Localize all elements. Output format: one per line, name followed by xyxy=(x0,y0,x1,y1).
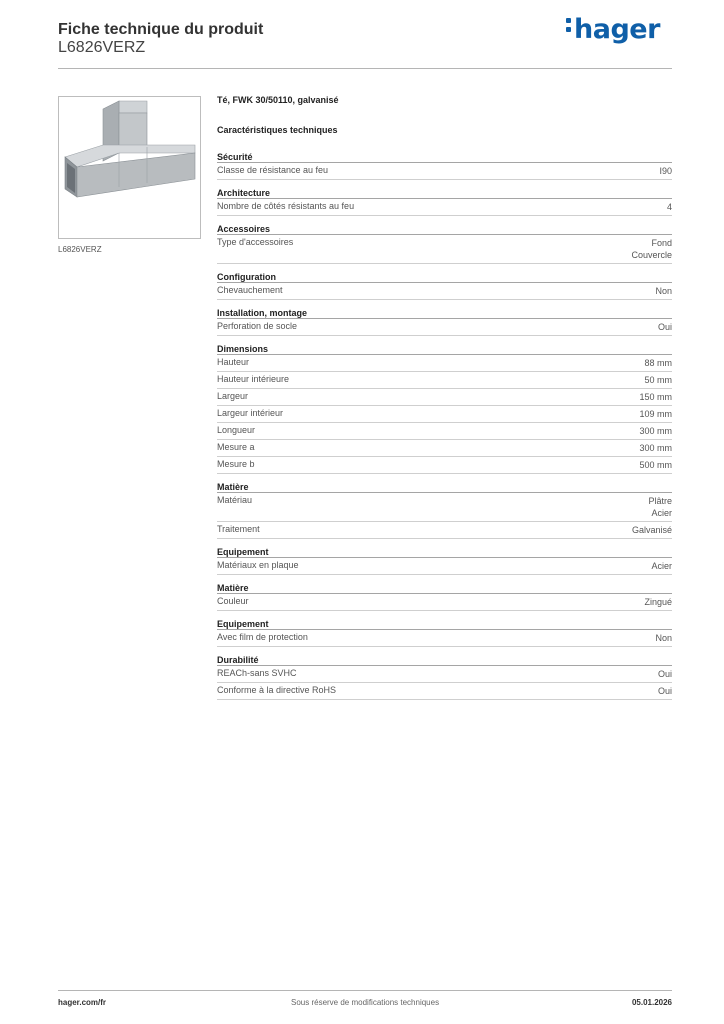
spec-value xyxy=(632,524,672,536)
spec-row xyxy=(217,457,672,474)
section-title: Equipement xyxy=(217,547,672,558)
spec-value xyxy=(631,237,672,261)
spec-label: Conforme à la directive RoHS xyxy=(217,685,337,695)
spec-label: Nombre de côtés résistants au feu xyxy=(217,201,355,211)
spec-row xyxy=(217,389,672,406)
spec-label: Hauteur intérieure xyxy=(217,374,290,384)
spec-row xyxy=(217,199,672,216)
spec-row xyxy=(217,440,672,457)
spec-value-line: 88 mm xyxy=(644,358,672,368)
spec-section xyxy=(217,308,672,336)
spec-section xyxy=(217,224,672,264)
spec-row xyxy=(217,558,672,575)
spec-value-line: Non xyxy=(655,286,672,296)
spec-section xyxy=(217,583,672,611)
spec-row xyxy=(217,630,672,647)
logo-dots-icon xyxy=(566,14,572,36)
spec-value xyxy=(644,357,672,369)
footer-date: 05.01.2026 xyxy=(631,998,672,1007)
spec-value-line: Zingué xyxy=(644,597,672,607)
spec-value xyxy=(644,596,672,608)
spec-value xyxy=(639,391,672,403)
spec-row xyxy=(217,423,672,440)
spec-value-line: Galvanisé xyxy=(631,525,672,535)
spec-value-line: 300 mm xyxy=(639,443,672,453)
section-title: Accessoires xyxy=(217,224,672,235)
spec-label: Type d'accessoires xyxy=(217,237,294,247)
spec-value xyxy=(658,668,672,680)
spec-value xyxy=(639,408,672,420)
product-code: L6826VERZ xyxy=(58,39,146,56)
hager-logo xyxy=(566,14,660,45)
specs-heading: Caractéristiques techniques xyxy=(217,125,338,135)
section-title: Matière xyxy=(217,482,672,493)
spec-value xyxy=(648,495,672,519)
spec-value-line: Couvercle xyxy=(631,250,672,260)
spec-value-line: I90 xyxy=(659,166,672,176)
product-image xyxy=(58,96,201,239)
spec-value xyxy=(639,425,672,437)
spec-value-line: Fond xyxy=(651,238,672,248)
spec-label: Largeur intérieur xyxy=(217,408,284,418)
spec-value-line: Oui xyxy=(657,686,672,696)
spec-value xyxy=(651,560,672,572)
spec-value-line: Non xyxy=(655,633,672,643)
spec-label: Perforation de socle xyxy=(217,321,298,331)
spec-value-line: Acier xyxy=(651,508,672,518)
spec-section xyxy=(217,188,672,216)
spec-row xyxy=(217,594,672,611)
spec-value xyxy=(639,459,672,471)
spec-row xyxy=(217,372,672,389)
tee-duct-illustration xyxy=(59,97,200,238)
spec-value-line: Oui xyxy=(657,669,672,679)
spec-label: REACh-sans SVHC xyxy=(217,668,297,678)
spec-value-line: 109 mm xyxy=(639,409,672,419)
spec-value-line: 500 mm xyxy=(639,460,672,470)
spec-value-line: 50 mm xyxy=(644,375,672,385)
spec-value xyxy=(659,165,672,177)
spec-section xyxy=(217,152,672,180)
spec-label: Traitement xyxy=(217,524,260,534)
section-title: Durabilité xyxy=(217,655,672,666)
spec-value-line: 150 mm xyxy=(639,392,672,402)
section-title: Architecture xyxy=(217,188,672,199)
spec-section xyxy=(217,344,672,474)
spec-value-line: 4 xyxy=(666,202,672,212)
spec-value xyxy=(667,201,672,213)
spec-label: Classe de résistance au feu xyxy=(217,165,329,175)
spec-sections xyxy=(217,152,672,700)
section-title: Matière xyxy=(217,583,672,594)
spec-label: Matériaux en plaque xyxy=(217,560,299,570)
spec-label: Mesure a xyxy=(217,442,255,452)
spec-label: Couleur xyxy=(217,596,249,606)
page-title: Fiche technique du produit xyxy=(58,21,264,38)
spec-label: Hauteur xyxy=(217,357,250,367)
spec-section xyxy=(217,655,672,700)
spec-section xyxy=(217,619,672,647)
spec-label: Matériau xyxy=(217,495,253,505)
spec-row xyxy=(217,666,672,683)
spec-value xyxy=(639,442,672,454)
image-caption: L6826VERZ xyxy=(58,245,102,254)
spec-label: Chevauchement xyxy=(217,285,283,295)
spec-value-line: Plâtre xyxy=(648,496,672,506)
spec-row xyxy=(217,163,672,180)
spec-section xyxy=(217,272,672,300)
spec-value-line: Oui xyxy=(657,322,672,332)
product-name: Té, FWK 30/50110, galvanisé xyxy=(217,95,339,105)
section-title: Dimensions xyxy=(217,344,672,355)
section-title: Installation, montage xyxy=(217,308,672,319)
spec-value xyxy=(644,374,672,386)
spec-section xyxy=(217,482,672,539)
footer-website-link[interactable]: hager.com/fr xyxy=(58,998,107,1007)
spec-value xyxy=(658,685,672,697)
spec-value xyxy=(658,321,672,333)
spec-section xyxy=(217,547,672,575)
section-title: Configuration xyxy=(217,272,672,283)
spec-row xyxy=(217,235,672,264)
spec-label: Largeur xyxy=(217,391,249,401)
spec-label: Mesure b xyxy=(217,459,255,469)
spec-label: Avec film de protection xyxy=(217,632,308,642)
spec-row xyxy=(217,522,672,539)
logo-text: hager xyxy=(574,14,660,45)
spec-value xyxy=(655,632,672,644)
footer-disclaimer: Sous réserve de modifications techniques xyxy=(291,998,440,1007)
footer-divider xyxy=(58,990,672,991)
spec-row xyxy=(217,283,672,300)
spec-value-line: Acier xyxy=(651,561,672,571)
spec-value xyxy=(655,285,672,297)
spec-row xyxy=(217,355,672,372)
section-title: Sécurité xyxy=(217,152,672,163)
spec-row xyxy=(217,319,672,336)
spec-content xyxy=(217,95,672,708)
spec-row xyxy=(217,493,672,522)
spec-row xyxy=(217,683,672,700)
spec-row xyxy=(217,406,672,423)
spec-value-line: 300 mm xyxy=(639,426,672,436)
spec-label: Longueur xyxy=(217,425,256,435)
section-title: Equipement xyxy=(217,619,672,630)
header-divider xyxy=(58,68,672,69)
